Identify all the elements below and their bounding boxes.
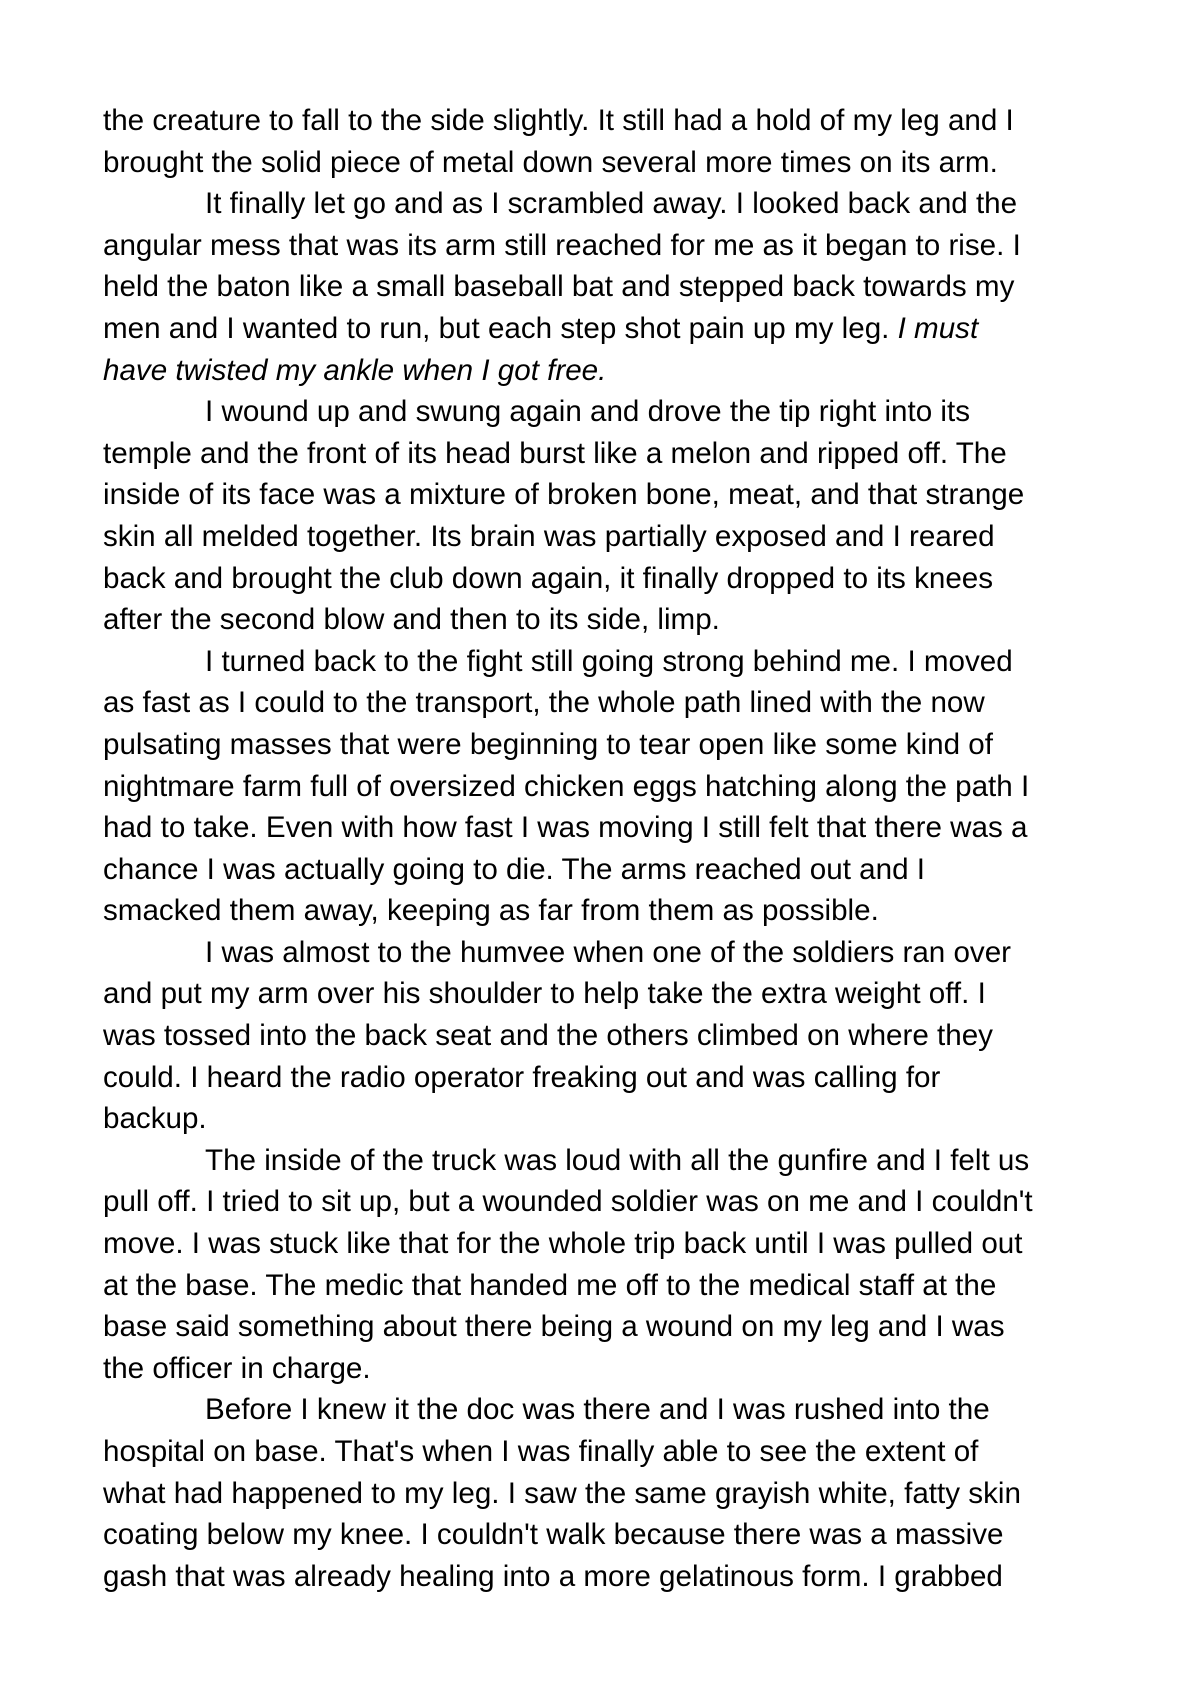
text-line: at the base. The medic that handed me off to the medical staff at the — [103, 1268, 997, 1302]
text-line: inside of its face was a mixture of broken bone, meat, and that strange — [103, 478, 1025, 512]
text-line: angular mess that was its arm still reached for me as it began to rise. I — [103, 228, 1021, 262]
text-line: It finally let go and as I scrambled away. I looked back and the — [205, 187, 1018, 221]
text-line: pull off. I tried to sit up, but a wounded soldier was on me and I couldn't — [103, 1185, 1033, 1219]
text-line: the creature to fall to the side slightly. It still had a hold of my leg and I — [103, 104, 1014, 137]
italic-thought-line: have twisted my ankle when I got free. — [103, 353, 607, 387]
text-line: could. I heard the radio operator freaking out and was calling for — [103, 1060, 941, 1094]
text-line: held the baton like a small baseball bat and stepped back towards my — [103, 270, 1015, 304]
text-line: pulsating masses that were beginning to tear open like some kind of — [103, 727, 993, 761]
text-line: I wound up and swung again and drove the tip right into its — [205, 395, 971, 429]
text-line: I was almost to the humvee when one of the soldiers ran over — [205, 935, 1012, 969]
text-line: was tossed into the back seat and the others climbed on where they — [103, 1019, 993, 1053]
text-line: hospital on base. That's when I was finally able to see the extent of — [103, 1435, 979, 1468]
text-line: nightmare farm full of oversized chicken eggs hatching along the path I — [103, 769, 1030, 803]
text-line: The inside of the truck was loud with all the gunfire and I felt us — [205, 1143, 1030, 1177]
text-line: I turned back to the fight still going strong behind me. I moved — [205, 644, 1013, 678]
text-line: had to take. Even with how fast I was moving I still felt that there was a — [103, 811, 1028, 845]
text-line: and put my arm over his shoulder to help take the extra weight off. I — [103, 977, 986, 1011]
italic-thought: I must — [897, 311, 979, 345]
text-line: back and brought the club down again, it finally dropped to its knees — [103, 561, 994, 595]
text-segment: men and I wanted to run, but each step shot pain up my leg. — [103, 311, 890, 345]
text-line: Before I knew it the doc was there and I was rushed into the — [205, 1393, 990, 1427]
text-line: base said something about there being a wound on my leg and I was — [103, 1310, 1005, 1344]
text-line: temple and the front of its head burst like a melon and ripped off. The — [103, 436, 1007, 470]
text-line: after the second blow and then to its side, limp. — [103, 603, 720, 637]
text-line: backup. — [103, 1102, 207, 1136]
text-line: coating below my knee. I couldn't walk because there was a massive — [103, 1518, 1004, 1552]
text-line: as fast as I could to the transport, the whole path lined with the now — [103, 686, 985, 720]
text-line: chance I was actually going to die. The arms reached out and I — [103, 852, 925, 886]
text-line: skin all melded together. Its brain was partially exposed and I reared — [103, 519, 995, 553]
text-line: move. I was stuck like that for the whole trip back until I was pulled out — [103, 1227, 1023, 1261]
text-line: smacked them away, keeping as far from them as possible. — [103, 894, 879, 928]
text-line: the officer in charge. — [103, 1351, 371, 1385]
text-line-mixed — [103, 308, 1113, 350]
body-text — [103, 100, 1113, 1597]
text-line: what had happened to my leg. I saw the same grayish white, fatty skin — [103, 1476, 1021, 1510]
text-line: brought the solid piece of metal down several more times on its arm. — [103, 145, 998, 179]
text-line: gash that was already healing into a more gelatinous form. I grabbed — [103, 1559, 1003, 1593]
